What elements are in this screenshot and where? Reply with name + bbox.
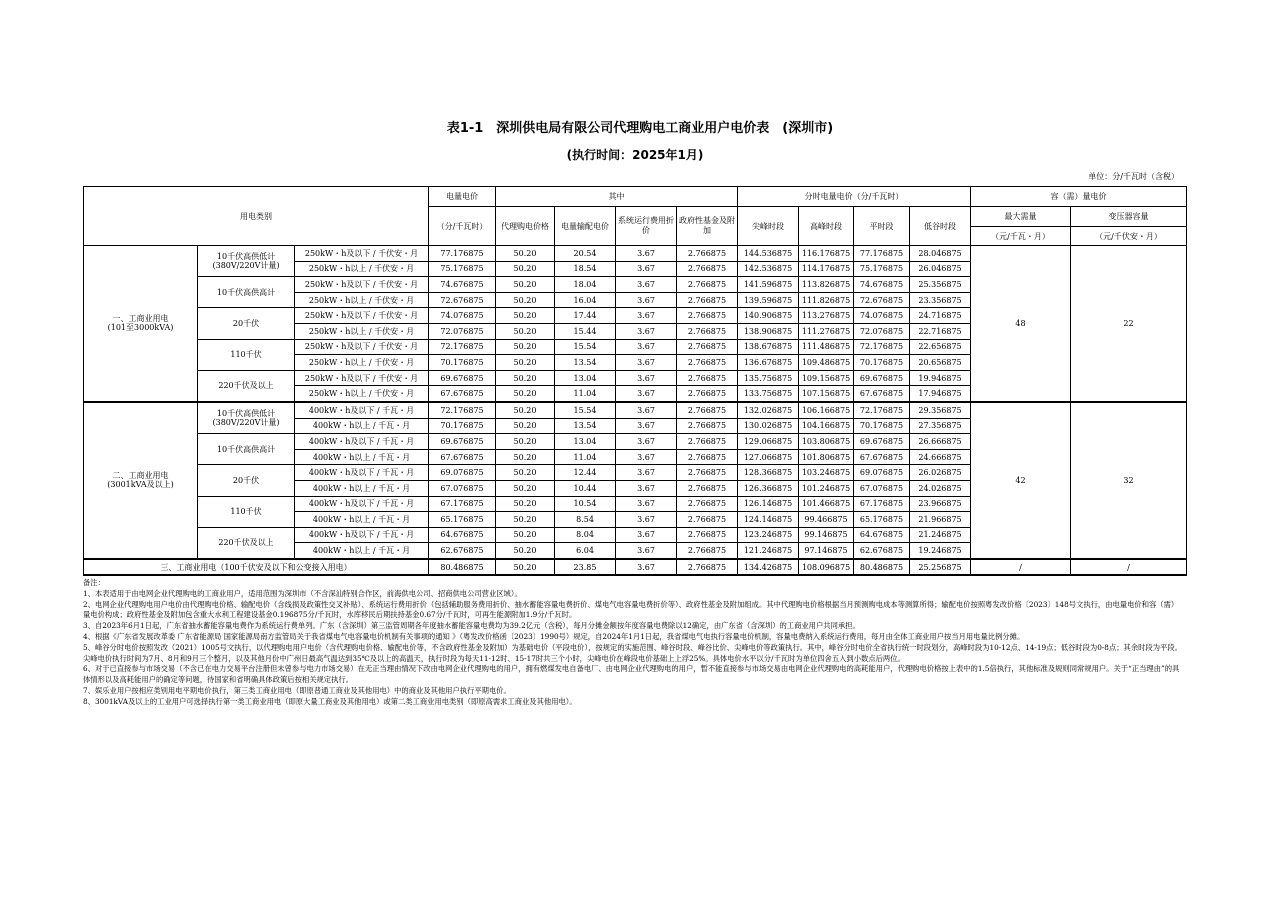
price-cell: 64.676875 (429, 527, 496, 543)
gov-fund-cell: 2.766875 (677, 323, 738, 339)
system-fee-cell: 3.67 (616, 370, 677, 386)
gov-fund-cell: 2.766875 (677, 418, 738, 434)
table-row (84, 402, 1187, 418)
header-peak: 高峰时段 (799, 207, 854, 246)
peak-sharp-cell: 132.026875 (738, 402, 799, 418)
system-fee-cell: 3.67 (616, 339, 677, 355)
tier-label: 400kW・h及以下 / 千瓦・月 (295, 496, 429, 512)
flat-cell: 67.076875 (854, 480, 910, 496)
price-cell: 70.176875 (429, 355, 496, 371)
price-cell: 77.176875 (429, 246, 496, 262)
system-fee-cell: 3.67 (616, 355, 677, 371)
peak-cell: 109.486875 (799, 355, 854, 371)
peak-cell: 103.246875 (799, 465, 854, 481)
voltage-label: 10千伏高供高计 (198, 434, 295, 465)
flat-cell: 64.676875 (854, 527, 910, 543)
header-price: 电量电价 (429, 187, 496, 207)
peak-cell: 101.246875 (799, 480, 854, 496)
section-label: 二、工商业用电 (3001kVA及以上) (84, 402, 198, 559)
note-item: 3、自2023年6月1日起，广东省抽水蓄能容量电费作为系统运行费单列。广东（含深圳）第三监管周期各年度抽水蓄能容量电费均为39.2亿元（含税），每月分摊金额按年度容量电费除以12确定，由广东省（含深圳）的工商业用户共同承担。 (83, 621, 860, 631)
peak-cell: 106.166875 (799, 402, 854, 418)
price-cell: 67.676875 (429, 386, 496, 402)
voltage-label: 10千伏高供低计 (380V/220V计量) (198, 246, 295, 277)
unit-label: 单位：分/千瓦时（含税） (1088, 172, 1179, 181)
peak-sharp-cell: 129.066875 (738, 434, 799, 450)
proxy-cell: 50.20 (496, 496, 555, 512)
header-max-demand-unit: （元/千瓦・月） (971, 227, 1071, 246)
flat-cell: 75.176875 (854, 261, 910, 277)
tier-label: 250kW・h以上 / 千伏安・月 (295, 386, 429, 402)
transmission-cell: 13.04 (555, 434, 616, 450)
header-peak-sharp: 尖峰时段 (738, 207, 799, 246)
peak-sharp-cell: 126.146875 (738, 496, 799, 512)
tier-label: 250kW・h以上 / 千伏安・月 (295, 355, 429, 371)
flat-cell: 77.176875 (854, 246, 910, 262)
tier-label: 250kW・h及以下 / 千伏安・月 (295, 277, 429, 293)
valley-cell: 19.946875 (910, 370, 971, 386)
note-item: 6、对于已直接参与市场交易（不含已在电力交易平台注册但未曾参与电力市场交易）在无正当理由情况下改由电网企业代理购电的用户，拥有燃煤发电自备电厂、由电网企业代理购电的用户，暂不能直接参与市场交易由电网企业代理购电的高耗能用户，代理购电价格按上表中的1.5倍执行，其他标准及规则同常规用户。关于“正当理由”的具体情形以及高耗能用户的确定等问题，待国家和省明确具体政策后按相关规定执行。 (83, 664, 1180, 685)
valley-cell: 28.046875 (910, 246, 971, 262)
voltage-label: 20千伏 (198, 465, 295, 496)
peak-cell: 101.466875 (799, 496, 854, 512)
price-cell: 72.176875 (429, 402, 496, 418)
tier-label: 250kW・h以上 / 千伏安・月 (295, 292, 429, 308)
proxy-cell: 50.20 (496, 261, 555, 277)
valley-cell: 24.666875 (910, 449, 971, 465)
peak-cell: 111.826875 (799, 292, 854, 308)
tier-label: 400kW・h以上 / 千瓦・月 (295, 543, 429, 559)
tier-label: 250kW・h以上 / 千伏安・月 (295, 261, 429, 277)
proxy-cell: 50.20 (496, 292, 555, 308)
price-cell: 67.176875 (429, 496, 496, 512)
header-transformer: 变压器容量 (1071, 207, 1187, 227)
transmission-cell: 8.04 (555, 527, 616, 543)
flat-cell: 72.176875 (854, 339, 910, 355)
flat-cell: 67.176875 (854, 496, 910, 512)
header-transmission: 电量输配电价 (555, 207, 616, 246)
tier-label: 250kW・h及以下 / 千伏安・月 (295, 246, 429, 262)
flat-cell: 69.676875 (854, 370, 910, 386)
valley-cell: 24.716875 (910, 308, 971, 324)
flat-cell: 72.676875 (854, 292, 910, 308)
proxy-cell: 50.20 (496, 418, 555, 434)
price-cell: 69.676875 (429, 434, 496, 450)
peak-sharp-cell: 144.536875 (738, 246, 799, 262)
system-fee-cell: 3.67 (616, 543, 677, 559)
valley-cell: 22.716875 (910, 323, 971, 339)
transformer-cell: 32 (1071, 402, 1187, 559)
transmission-cell: 11.04 (555, 449, 616, 465)
system-fee-cell: 3.67 (616, 559, 677, 576)
peak-cell: 111.276875 (799, 323, 854, 339)
header-capacity: 容（需）量电价 (971, 187, 1187, 207)
tier-label: 400kW・h以上 / 千瓦・月 (295, 449, 429, 465)
proxy-cell: 50.20 (496, 246, 555, 262)
max-demand-cell: / (971, 559, 1071, 576)
peak-sharp-cell: 138.676875 (738, 339, 799, 355)
price-cell: 69.676875 (429, 370, 496, 386)
note-item: 4、根据《广东省发展改革委 广东省能源局 国家能源局南方监管局关于我省煤电气电容量电价机制有关事项的通知 》（粤发改价格函〔2023〕1990号）规定，自2024年1月1日起，我省煤电气电执行容量电价机制，容量电费纳入系统运行费用，每月由全体工商业用户按当月用电量比例分摊。 (83, 631, 1025, 641)
valley-cell: 17.946875 (910, 386, 971, 402)
price-cell: 62.676875 (429, 543, 496, 559)
max-demand-cell: 42 (971, 402, 1071, 559)
transmission-cell: 13.04 (555, 370, 616, 386)
flat-cell: 70.176875 (854, 355, 910, 371)
gov-fund-cell: 2.766875 (677, 292, 738, 308)
note-item: 7、娱乐业用户按相应类别用电平期电价执行，第三类工商业用电（即原普通工商业及其他用电）中的商业及其他用户执行平期电价。 (83, 685, 511, 695)
proxy-cell: 50.20 (496, 370, 555, 386)
tier-label: 400kW・h以上 / 千瓦・月 (295, 480, 429, 496)
system-fee-cell: 3.67 (616, 480, 677, 496)
gov-fund-cell: 2.766875 (677, 402, 738, 418)
transmission-cell: 10.44 (555, 480, 616, 496)
gov-fund-cell: 2.766875 (677, 277, 738, 293)
voltage-label: 110千伏 (198, 496, 295, 527)
price-cell: 65.176875 (429, 512, 496, 528)
gov-fund-cell: 2.766875 (677, 370, 738, 386)
gov-fund-cell: 2.766875 (677, 480, 738, 496)
note-item: 1、本表适用于由电网企业代理购电的工商业用户，适用范围为深圳市（不含深汕特别合作区，前海供电公司、招商供电公司营业区域）。 (83, 588, 522, 598)
peak-cell: 114.176875 (799, 261, 854, 277)
price-cell: 74.076875 (429, 308, 496, 324)
valley-cell: 24.026875 (910, 480, 971, 496)
peak-sharp-cell: 128.366875 (738, 465, 799, 481)
tier-label: 250kW・h及以下 / 千伏安・月 (295, 370, 429, 386)
price-cell: 69.076875 (429, 465, 496, 481)
flat-cell: 72.076875 (854, 323, 910, 339)
transmission-cell: 15.54 (555, 339, 616, 355)
peak-cell: 109.156875 (799, 370, 854, 386)
flat-cell: 67.676875 (854, 449, 910, 465)
flat-cell: 67.676875 (854, 386, 910, 402)
transmission-cell: 18.54 (555, 261, 616, 277)
gov-fund-cell: 2.766875 (677, 246, 738, 262)
price-cell: 67.076875 (429, 480, 496, 496)
peak-sharp-cell: 139.596875 (738, 292, 799, 308)
table-row (84, 246, 1187, 262)
header-category: 用电类别 (84, 187, 429, 246)
gov-fund-cell: 2.766875 (677, 308, 738, 324)
header-tou: 分时电量电价（分/千瓦时） (738, 187, 971, 207)
tariff-table (83, 186, 1187, 576)
transmission-cell: 20.54 (555, 246, 616, 262)
valley-cell: 23.356875 (910, 292, 971, 308)
gov-fund-cell: 2.766875 (677, 355, 738, 371)
valley-cell: 20.656875 (910, 355, 971, 371)
proxy-cell: 50.20 (496, 512, 555, 528)
header-valley: 低谷时段 (910, 207, 971, 246)
header-flat: 平时段 (854, 207, 910, 246)
system-fee-cell: 3.67 (616, 386, 677, 402)
system-fee-cell: 3.67 (616, 261, 677, 277)
gov-fund-cell: 2.766875 (677, 434, 738, 450)
peak-sharp-cell: 142.536875 (738, 261, 799, 277)
transmission-cell: 16.04 (555, 292, 616, 308)
tier-label: 400kW・h及以下 / 千瓦・月 (295, 434, 429, 450)
header-max-demand: 最大需量 (971, 207, 1071, 227)
price-cell: 72.176875 (429, 339, 496, 355)
header-of-which: 其中 (496, 187, 738, 207)
voltage-label: 220千伏及以上 (198, 370, 295, 402)
price-cell: 67.676875 (429, 449, 496, 465)
peak-sharp-cell: 135.756875 (738, 370, 799, 386)
proxy-cell: 50.20 (496, 480, 555, 496)
voltage-label: 220千伏及以上 (198, 527, 295, 559)
flat-cell: 74.076875 (854, 308, 910, 324)
flat-cell: 62.676875 (854, 543, 910, 559)
peak-cell: 101.806875 (799, 449, 854, 465)
gov-fund-cell: 2.766875 (677, 449, 738, 465)
system-fee-cell: 3.67 (616, 418, 677, 434)
proxy-cell: 50.20 (496, 355, 555, 371)
price-cell: 75.176875 (429, 261, 496, 277)
voltage-label: 110千伏 (198, 339, 295, 370)
header-transformer-unit: （元/千伏安・月） (1071, 227, 1187, 246)
proxy-cell: 50.20 (496, 449, 555, 465)
transmission-cell: 12.44 (555, 465, 616, 481)
transmission-cell: 17.44 (555, 308, 616, 324)
gov-fund-cell: 2.766875 (677, 386, 738, 402)
transmission-cell: 11.04 (555, 386, 616, 402)
peak-sharp-cell: 124.146875 (738, 512, 799, 528)
system-fee-cell: 3.67 (616, 277, 677, 293)
valley-cell: 19.246875 (910, 543, 971, 559)
proxy-cell: 50.20 (496, 277, 555, 293)
peak-cell: 97.146875 (799, 543, 854, 559)
flat-cell: 72.176875 (854, 402, 910, 418)
system-fee-cell: 3.67 (616, 496, 677, 512)
proxy-cell: 50.20 (496, 559, 555, 576)
system-fee-cell: 3.67 (616, 292, 677, 308)
gov-fund-cell: 2.766875 (677, 261, 738, 277)
valley-cell: 25.356875 (910, 277, 971, 293)
tier-label: 400kW・h及以下 / 千瓦・月 (295, 402, 429, 418)
header-proxy: 代理购电价格 (496, 207, 555, 246)
peak-sharp-cell: 141.596875 (738, 277, 799, 293)
price-cell: 74.676875 (429, 277, 496, 293)
system-fee-cell: 3.67 (616, 402, 677, 418)
voltage-label: 10千伏高供高计 (198, 277, 295, 308)
gov-fund-cell: 2.766875 (677, 496, 738, 512)
proxy-cell: 50.20 (496, 434, 555, 450)
gov-fund-cell: 2.766875 (677, 339, 738, 355)
gov-fund-cell: 2.766875 (677, 543, 738, 559)
system-fee-cell: 3.67 (616, 246, 677, 262)
flat-cell: 74.676875 (854, 277, 910, 293)
system-fee-cell: 3.67 (616, 323, 677, 339)
peak-cell: 111.486875 (799, 339, 854, 355)
tier-label: 400kW・h以上 / 千瓦・月 (295, 512, 429, 528)
transformer-cell: 22 (1071, 246, 1187, 402)
header-system-fee: 系统运行费用折价 (616, 207, 677, 246)
price-cell: 80.486875 (429, 559, 496, 576)
transmission-cell: 18.04 (555, 277, 616, 293)
table-row (84, 559, 1187, 576)
flat-cell: 65.176875 (854, 512, 910, 528)
transmission-cell: 8.54 (555, 512, 616, 528)
transmission-cell: 10.54 (555, 496, 616, 512)
valley-cell: 26.666875 (910, 434, 971, 450)
transmission-cell: 13.54 (555, 355, 616, 371)
valley-cell: 26.046875 (910, 261, 971, 277)
gov-fund-cell: 2.766875 (677, 527, 738, 543)
section-label: 三、工商业用电（100千伏安及以下和公变接入用电） (84, 559, 429, 576)
peak-sharp-cell: 126.366875 (738, 480, 799, 496)
valley-cell: 22.656875 (910, 339, 971, 355)
valley-cell: 29.356875 (910, 402, 971, 418)
voltage-label: 10千伏高供低计 (380V/220V计量) (198, 402, 295, 434)
peak-cell: 113.826875 (799, 277, 854, 293)
flat-cell: 70.176875 (854, 418, 910, 434)
note-item: 2、电网企业代理购电用户电价由代理购电价格、输配电价（含线损及政策性交叉补贴）、系统运行费用折价（包括辅助服务费用折价、抽水蓄能容量电费折价、煤电气电容量电费折价等）、政府性基金及附加组成。其中代理购电价格根据当月预测购电成本等测算所得；输配电价按照粤发改价格〔2023〕148号文执行，由电量电价和容（需）量电价构成；政府性基金及附加包含重大水利工程建设基金0.196875分/千瓦时，水库移民后期扶持基金0.67分/千瓦时，可再生能源附加1.9分/千瓦时。 (83, 599, 1179, 620)
peak-sharp-cell: 123.246875 (738, 527, 799, 543)
transmission-cell: 23.85 (555, 559, 616, 576)
valley-cell: 23.966875 (910, 496, 971, 512)
max-demand-cell: 48 (971, 246, 1071, 402)
peak-cell: 99.146875 (799, 527, 854, 543)
tier-label: 400kW・h及以下 / 千瓦・月 (295, 527, 429, 543)
tier-label: 400kW・h及以下 / 千瓦・月 (295, 465, 429, 481)
peak-sharp-cell: 127.066875 (738, 449, 799, 465)
peak-cell: 116.176875 (799, 246, 854, 262)
peak-cell: 99.466875 (799, 512, 854, 528)
header-gov-fund: 政府性基金及附加 (677, 207, 738, 246)
price-cell: 72.076875 (429, 323, 496, 339)
peak-cell: 113.276875 (799, 308, 854, 324)
transmission-cell: 15.44 (555, 323, 616, 339)
system-fee-cell: 3.67 (616, 449, 677, 465)
proxy-cell: 50.20 (496, 308, 555, 324)
proxy-cell: 50.20 (496, 339, 555, 355)
proxy-cell: 50.20 (496, 527, 555, 543)
peak-cell: 107.156875 (799, 386, 854, 402)
peak-sharp-cell: 138.906875 (738, 323, 799, 339)
peak-sharp-cell: 130.026875 (738, 418, 799, 434)
flat-cell: 69.676875 (854, 434, 910, 450)
proxy-cell: 50.20 (496, 465, 555, 481)
flat-cell: 69.076875 (854, 465, 910, 481)
peak-sharp-cell: 136.676875 (738, 355, 799, 371)
note-item: 8、3001kVA及以上的工业用户可选择执行第一类工商业用电（即原大量工商业及其他用电）或第二类工商业用电类别（即原高需求工商业及其他用电）。 (83, 696, 577, 706)
tier-label: 250kW・h及以下 / 千伏安・月 (295, 339, 429, 355)
transmission-cell: 13.54 (555, 418, 616, 434)
tier-label: 400kW・h以上 / 千瓦・月 (295, 418, 429, 434)
peak-sharp-cell: 121.246875 (738, 543, 799, 559)
tier-label: 250kW・h以上 / 千伏安・月 (295, 323, 429, 339)
gov-fund-cell: 2.766875 (677, 559, 738, 576)
proxy-cell: 50.20 (496, 323, 555, 339)
peak-cell: 103.806875 (799, 434, 854, 450)
transmission-cell: 15.54 (555, 402, 616, 418)
page-title: 表1-1 深圳供电局有限公司代理购电工商业用户电价表 (深圳市) (446, 121, 834, 136)
peak-sharp-cell: 140.906875 (738, 308, 799, 324)
peak-sharp-cell: 133.756875 (738, 386, 799, 402)
system-fee-cell: 3.67 (616, 308, 677, 324)
proxy-cell: 50.20 (496, 543, 555, 559)
proxy-cell: 50.20 (496, 386, 555, 402)
valley-cell: 25.256875 (910, 559, 971, 576)
peak-cell: 108.096875 (799, 559, 854, 576)
proxy-cell: 50.20 (496, 402, 555, 418)
transformer-cell: / (1071, 559, 1187, 576)
flat-cell: 80.486875 (854, 559, 910, 576)
valley-cell: 26.026875 (910, 465, 971, 481)
notes (83, 578, 1183, 708)
gov-fund-cell: 2.766875 (677, 512, 738, 528)
section-label: 一、工商业用电 (101至3000kVA) (84, 246, 198, 402)
page-subtitle: (执行时间：2025年1月) (566, 148, 704, 162)
note-item: 5、峰谷分时电价按照发改（2021）1005号文执行，以代理购电用户电价（含代理购电价格、输配电价等，不含政府性基金及附加）为基础电价（平段电价），按规定的实施范围、峰谷时段、峰谷比价、尖峰电价等政策执行。其中，峰谷分时电价全省执行统一时段划分，高峰时段为10-12点、14-19点；低谷时段为0-8点；其余时段为平段。尖峰电价执行时间为7月、8月和9月三个整月，以及其他月份中广州日最高气温达到35℃及以上的高温天，执行时段为每天11-12时、15-17时共三个小时，尖峰电价在峰段电价基础上上浮25%。具体电价水平以分/千瓦时为单位四舍五入到小数点后两位。 (83, 642, 1182, 663)
transmission-cell: 6.04 (555, 543, 616, 559)
system-fee-cell: 3.67 (616, 465, 677, 481)
voltage-label: 20千伏 (198, 308, 295, 339)
system-fee-cell: 3.67 (616, 434, 677, 450)
tier-label: 250kW・h及以下 / 千伏安・月 (295, 308, 429, 324)
header-price-unit: （分/千瓦时） (429, 207, 496, 246)
price-cell: 70.176875 (429, 418, 496, 434)
valley-cell: 21.246875 (910, 527, 971, 543)
price-cell: 72.676875 (429, 292, 496, 308)
notes-heading: 备注： (83, 578, 105, 587)
valley-cell: 21.966875 (910, 512, 971, 528)
peak-cell: 104.166875 (799, 418, 854, 434)
valley-cell: 27.356875 (910, 418, 971, 434)
peak-sharp-cell: 134.426875 (738, 559, 799, 576)
system-fee-cell: 3.67 (616, 512, 677, 528)
system-fee-cell: 3.67 (616, 527, 677, 543)
gov-fund-cell: 2.766875 (677, 465, 738, 481)
